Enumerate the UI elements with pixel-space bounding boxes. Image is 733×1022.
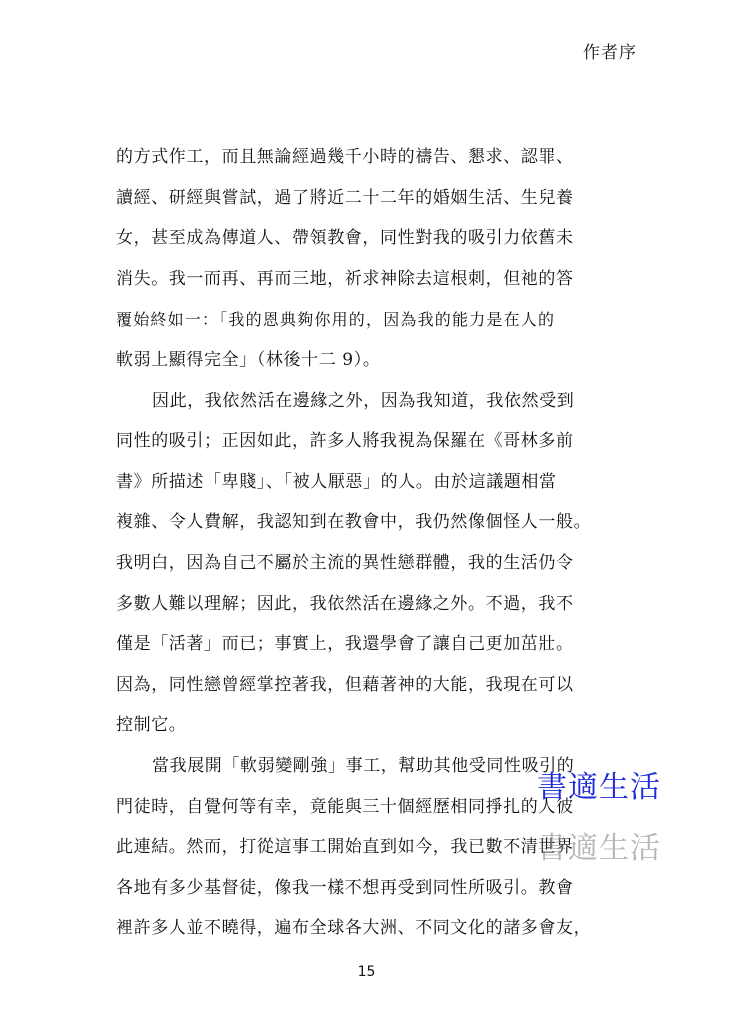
- paragraph-1: [116, 143, 618, 387]
- text-line: 因此，我依然活在邊緣之外，因為我知道，我依然受到: [152, 390, 575, 411]
- paragraph-2: [116, 387, 618, 752]
- text-line: 讀經、研經與嘗試，過了將近二十二年的婚姻生活、生兒養: [116, 187, 574, 208]
- text-line: 同性的吸引；正因如此，許多人將我視為保羅在《哥林多前: [116, 431, 574, 452]
- page-number: 15: [357, 964, 376, 980]
- text-line: 軟弱上顯得完全」（林後十二 9）。: [116, 349, 381, 370]
- text-line: 女，甚至成為傳道人、帶領教會，同性對我的吸引力依舊未: [116, 228, 574, 249]
- text-line: 控制它。: [116, 715, 187, 736]
- running-head: 作者序: [583, 43, 637, 63]
- text-line: 裡許多人並不曉得，遍布全球各大洲、不同文化的諸多會友，: [116, 918, 592, 939]
- text-line: 的方式作工，而且無論經過幾千小時的禱告、懇求、認罪、: [116, 147, 574, 167]
- text-line: 書》所描述「卑賤」、「被人厭惡」的人。由於這議題相當: [116, 471, 557, 492]
- text-line: 消失。我一而再、再而三地，祈求神除去這根刺，但祂的答: [116, 268, 574, 289]
- watermark-gray: 書適生活: [537, 831, 661, 866]
- text-line: 當我展開「軟弱變剛強」事工，幫助其他受同性吸引的: [152, 755, 575, 776]
- text-line-quote: 覆始終如一：「我的恩典夠你用的，因為我的能力是在人的: [116, 310, 556, 330]
- watermark-blue: 書適生活: [537, 770, 661, 805]
- text-line: 複雜、令人費解，我認知到在教會中，我仍然像個怪人一般。: [116, 512, 592, 533]
- text-line: 我明白，因為自己不屬於主流的異性戀群體，我的生活仍令: [116, 552, 574, 573]
- text-line: 此連結。然而，打從這事工開始直到如今，我已數不清世界: [116, 837, 574, 858]
- text-line: 各地有多少基督徒，像我一樣不想再受到同性所吸引。教會: [116, 877, 574, 898]
- text-line: 門徒時，自覺何等有幸，竟能與三十個經歷相同掙扎的人彼: [116, 796, 574, 817]
- text-line: 因為，同性戀曾經掌控著我，但藉著神的大能，我現在可以: [116, 674, 574, 695]
- text-line: 多數人難以理解；因此，我依然活在邊緣之外。不過，我不: [116, 593, 574, 614]
- text-line: 僅是「活著」而已；事實上，我還學會了讓自己更加茁壯。: [116, 634, 574, 655]
